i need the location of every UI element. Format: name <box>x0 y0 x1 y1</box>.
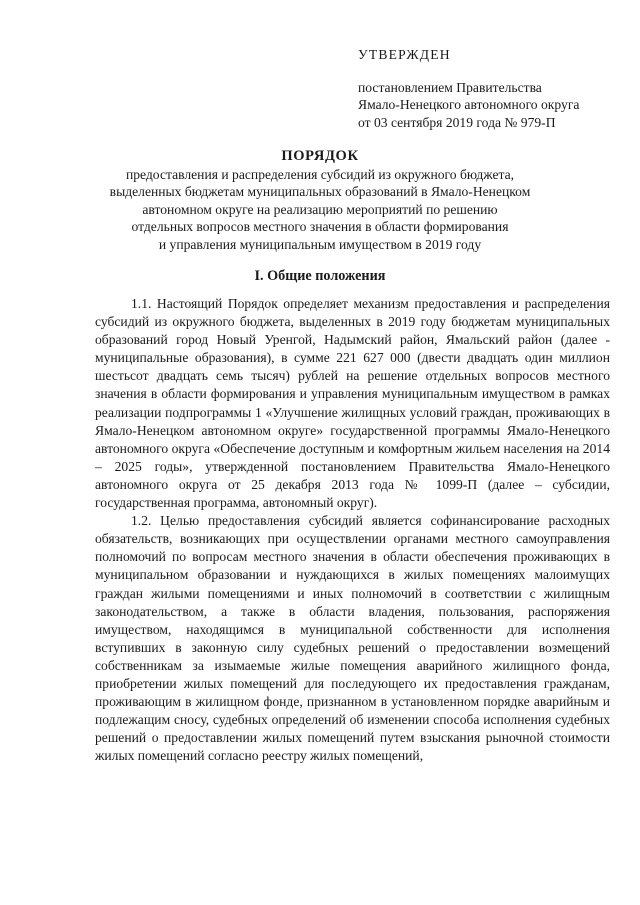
subtitle-line: отдельных вопросов местного значения в области формирования <box>131 219 509 235</box>
approval-line: Ямало-Ненецкого автономного округа <box>358 97 580 113</box>
paragraph-1-2: 1.2. Целью предоставления субсидий является софинансирование расходных обязательств, возникающих при осуществлении органами местного самоуправления полномочий по вопросам местного значения в области обеспечения проживающих в муниципальном образовании и нуждающихся в жилых помещениях малоимущих граждан жилыми помещениями и иных полномочий в соответствии с жилищным законодательством, а также в области владения, пользования, распоряжения имуществом, находящимся в муниципальной собственности для исполнения вступивших в законную силу судебных решений о предоставлении возмещений собственникам за изымаемые жилые помещения аварийного жилищного фонда, приобретении жилых помещений для последующего их предоставления гражданам, проживающим в жилищном фонде, признанном в установленном порядке аварийным и подлежащим сносу, судебных определений об изменении способа исполнения судебных решений о предоставлении жилых помещений путем взыскания рыночной стоимости жилых помещений согласно реестру жилых помещений, <box>95 513 610 764</box>
paragraph-1-1: 1.1. Настоящий Порядок определяет механизм предоставления и распределения субсидий из окружного бюджета, выделенных в 2019 году бюджетам муниципальных образований город Новый Уренгой, Надымский район, Ямальский район (далее - муниципальные образования), в сумме 221 627 000 (двести двадцать один миллион шестьсот двадцать семь тысяч) рублей на решение отдельных вопросов местного значения в области формирования и управления муниципальным имуществом в рамках реализации подпрограммы 1 «Улучшение жилищных условий граждан, проживающих в Ямало-Ненецком автономном округе» государственной программы Ямало-Ненецкого автономного округа «Обеспечение доступным и комфортным жильем населения на 2014 – 2025 годы», утвержденной постановлением Правительства Ямало-Ненецкого автономного округа от 25 декабря 2013 года № 1099-П (далее – субсидии, государственная программа, автономный округ). <box>95 296 610 511</box>
approval-block <box>358 46 628 131</box>
approval-line: от 03 сентября 2019 года № 979-П <box>358 114 556 130</box>
document-subtitle <box>90 166 550 253</box>
section-body <box>95 295 610 765</box>
approval-heading: УТВЕРЖДЕН <box>358 47 451 62</box>
section-heading: I. Общие положения <box>254 268 386 284</box>
subtitle-line: предоставления и распределения субсидий из окружного бюджета, <box>125 167 515 182</box>
approval-line: постановлением Правительства <box>358 79 542 95</box>
document-title: ПОРЯДОК <box>281 148 359 164</box>
subtitle-line: выделенных бюджетам муниципальных образований в Ямало-Ненецком <box>109 184 531 200</box>
subtitle-line: автономном округе на реализацию мероприятий по решению <box>142 201 498 217</box>
subtitle-line: и управления муниципальным имуществом в 2019 году <box>158 236 482 252</box>
